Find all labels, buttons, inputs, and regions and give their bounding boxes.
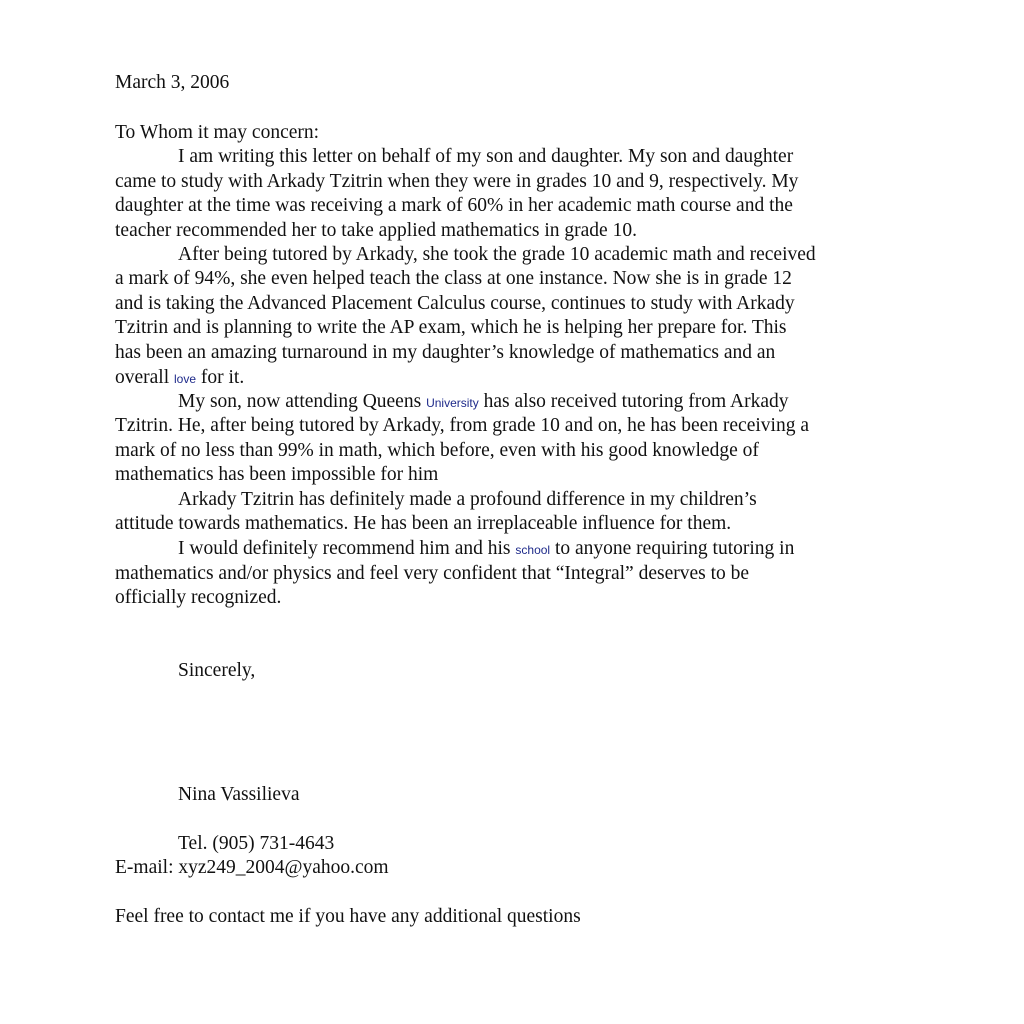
letter-date: March 3, 2006: [115, 72, 230, 93]
paragraph-2-line-2: a mark of 94%, she even helped teach the class at one instance. Now she is in grade 12: [115, 268, 792, 289]
footer-note: Feel free to contact me if you have any additional questions: [115, 906, 581, 927]
paragraph-2-line-1: After being tutored by Arkady, she took the grade 10 academic math and received: [178, 244, 816, 265]
paragraph-5-line-1: [178, 537, 794, 562]
paragraph-3-line-1-start: My son, now attending Queens: [178, 391, 427, 412]
paragraph-4-line-1: Arkady Tzitrin has definitely made a profound difference in my children’s: [178, 489, 757, 510]
paragraph-1-line-2: came to study with Arkady Tzitrin when they were in grades 10 and 9, respectively. My: [115, 171, 799, 192]
paragraph-5-line-1-end: to anyone requiring tutoring in: [550, 538, 795, 559]
paragraph-2-line-6-start: overall: [115, 367, 175, 388]
paragraph-3-line-4: mathematics has been impossible for him: [115, 464, 439, 485]
inline-word-university: University: [426, 396, 479, 410]
paragraph-5-line-2: mathematics and/or physics and feel very confident that “Integral” deserves to be: [115, 563, 750, 584]
paragraph-4-line-2: attitude towards mathematics. He has been an irreplaceable influence for them.: [115, 513, 732, 534]
paragraph-2-line-6-end: for it.: [196, 367, 245, 388]
signer-name: Nina Vassilieva: [178, 784, 300, 805]
paragraph-2-line-3: and is taking the Advanced Placement Calculus course, continues to study with Arkady: [115, 293, 795, 314]
phone-number: Tel. (905) 731-4643: [178, 833, 335, 854]
paragraph-3-line-1-end: has also received tutoring from Arkady: [478, 391, 789, 412]
closing: Sincerely,: [178, 660, 256, 681]
inline-word-love: love: [174, 372, 197, 386]
paragraph-5-line-3: officially recognized.: [115, 587, 282, 608]
paragraph-2-line-6: [115, 366, 244, 391]
inline-word-school: school: [515, 543, 551, 557]
paragraph-1-line-1: I am writing this letter on behalf of my son and daughter. My son and daughter: [178, 146, 794, 167]
paragraph-1-line-3: daughter at the time was receiving a mark of 60% in her academic math course and the: [115, 195, 793, 216]
paragraph-2-line-4: Tzitrin and is planning to write the AP exam, which he is helping her prepare for. This: [115, 317, 787, 338]
paragraph-5-line-1-start: I would definitely recommend him and his: [178, 538, 516, 559]
paragraph-2-line-5: has been an amazing turnaround in my daughter’s knowledge of mathematics and an: [115, 342, 776, 363]
paragraph-3-line-2: Tzitrin. He, after being tutored by Arkady, from grade 10 and on, he has been receiving a: [115, 415, 809, 436]
email-address: E-mail: xyz249_2004@yahoo.com: [115, 857, 389, 878]
paragraph-3-line-1: [178, 390, 789, 415]
paragraph-3-line-3: mark of no less than 99% in math, which before, even with his good knowledge of: [115, 440, 759, 461]
salutation: To Whom it may concern:: [115, 122, 320, 143]
paragraph-1-line-4: teacher recommended her to take applied mathematics in grade 10.: [115, 220, 637, 241]
